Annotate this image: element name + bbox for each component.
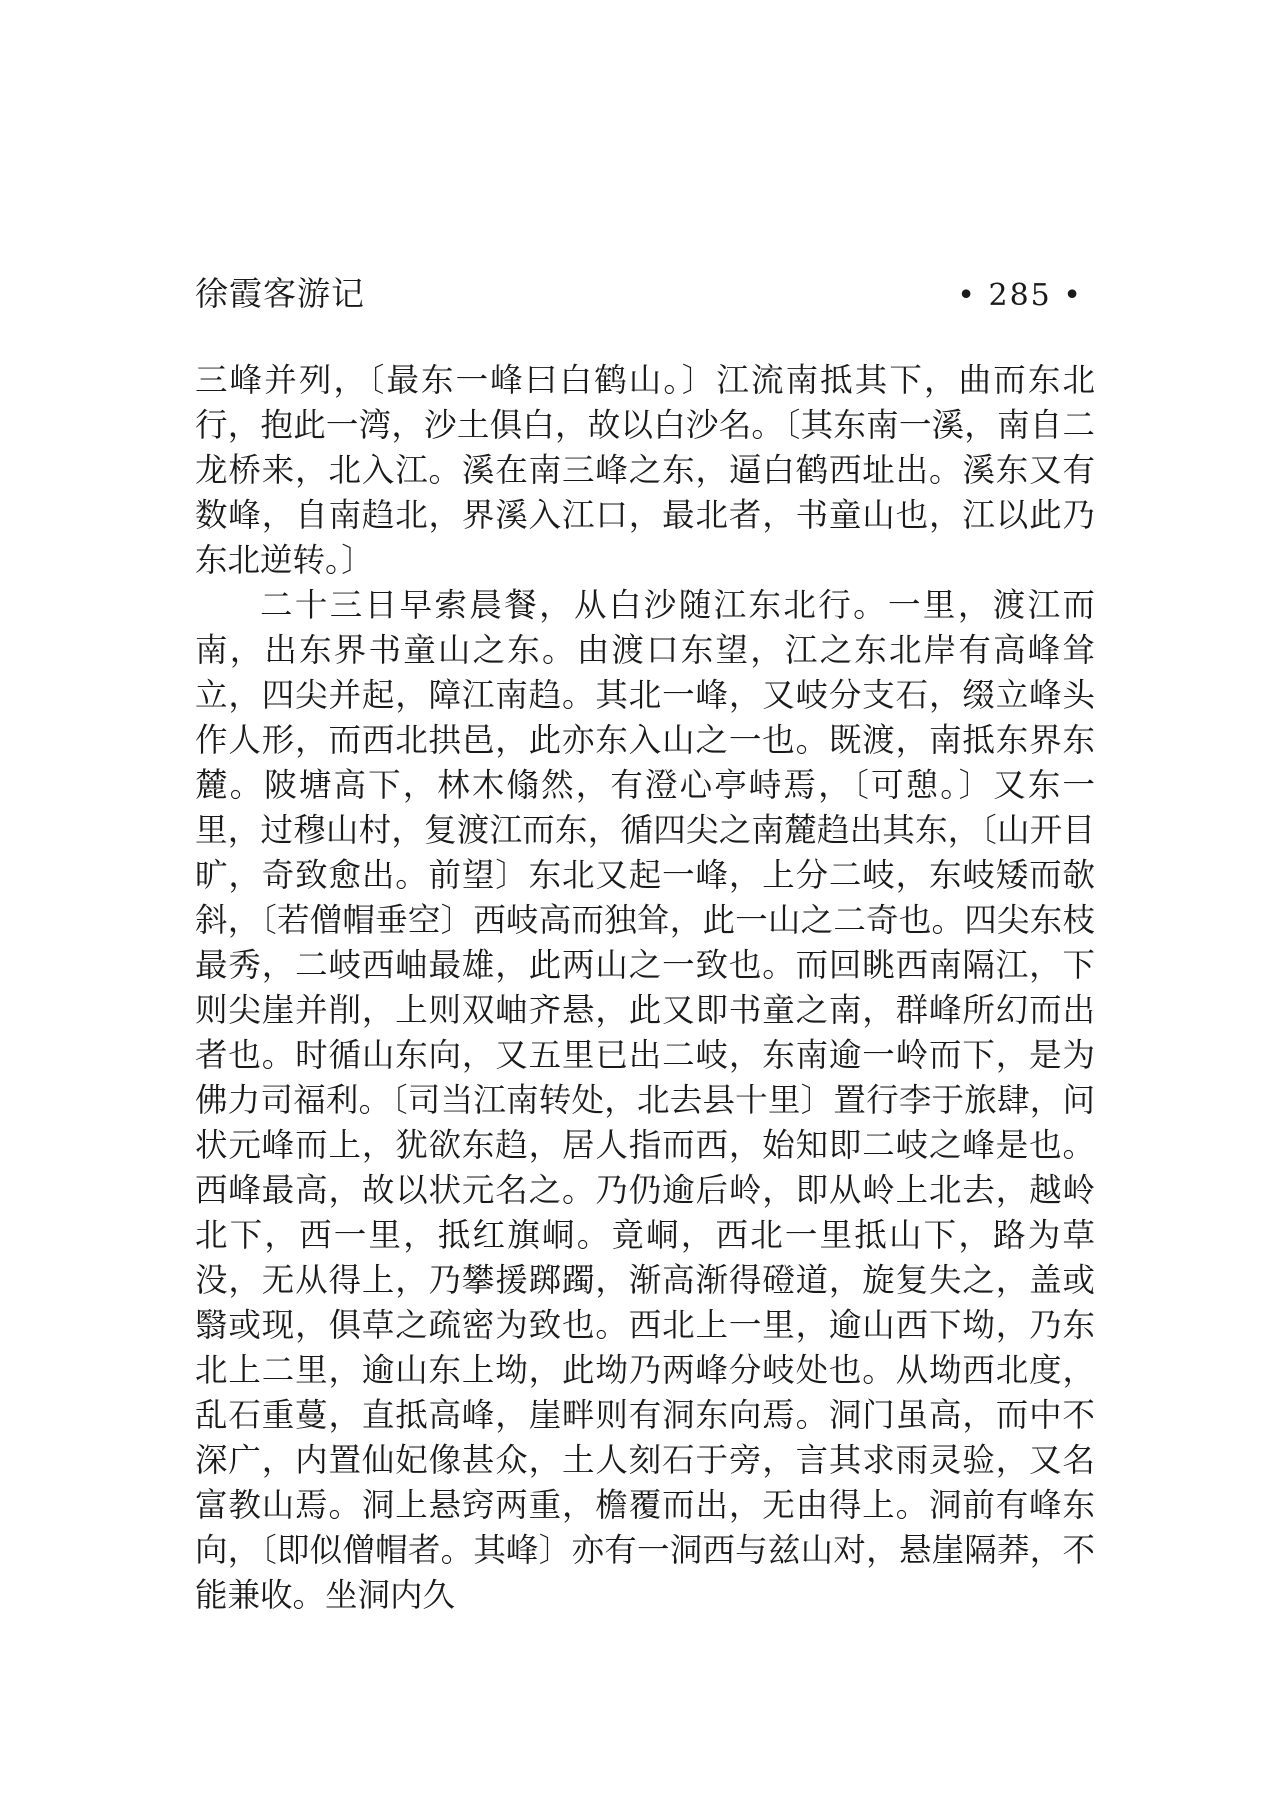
body-text bbox=[195, 358, 1095, 1618]
running-header bbox=[195, 268, 1083, 316]
paragraph: 三峰并列，〔最东一峰曰白鹤山。〕江流南抵其下，曲而东北行，抱此一湾，沙土俱白，故以白沙名。〔其东南一溪，南自二龙桥来，北入江。溪在南三峰之东，逼白鹤西址出。溪东又有数峰，自南趋北，界溪入江口，最北者，书童山也，江以此乃东北逆转。〕 bbox=[195, 361, 1095, 579]
paragraph: 二十三日早索晨餐，从白沙随江东北行。一里，渡江而南，出东界书童山之东。由渡口东望，江之东北岸有高峰耸立，四尖并起，障江南趋。其北一峰，又岐分支石，缀立峰头作人形，而西北拱邑，此亦东入山之一也。既渡，南抵东界东麓。陂塘高下，林木翛然，有澄心亭峙焉，〔可憩。〕又东一里，过穆山村，复渡江而东，循四尖之南麓趋出其东，〔山开目旷，奇致愈出。前望〕东北又起一峰，上分二岐，东岐矮而欹斜，〔若僧帽垂空〕西岐高而独耸，此一山之二奇也。四尖东枝最秀，二岐西岫最雄，此两山之一致也。而回眺西南隔江，下则尖崖并削，上则双岫齐悬，此又即书童之南，群峰所幻而出者也。时循山东向，又五里已出二岐，东南逾一岭而下，是为佛力司福利。〔司当江南转处，北去县十里〕置行李于旅肆，问状元峰而上，犹欲东趋，居人指而西，始知即二岐之峰是也。西峰最高，故以状元名之。乃仍逾后岭，即从岭上北去，越岭北下，西一里，抵红旗峒。竟峒，西北一里抵山下，路为草没，无从得上，乃攀援踯躅，渐高渐得磴道，旋复失之，盖或翳或现，俱草之疏密为致也。西北上一里，逾山西下坳，乃东北上二里，逾山东上坳，此坳乃两峰分岐处也。从坳西北度，乱石重蔓，直抵高峰，崖畔则有洞东向焉。洞门虽高，而中不深广，内置仙妃像甚众，土人刻石于旁，言其求雨灵验，又名富教山焉。洞上悬窍两重，檐覆而出，无由得上。洞前有峰东向，〔即似僧帽者。其峰〕亦有一洞西与兹山对，悬崖隔莽，不能兼收。坐洞内久 bbox=[195, 586, 1095, 1614]
page-number: • 285 • bbox=[957, 278, 1083, 313]
book-title: 徐霞客游记 bbox=[195, 274, 365, 313]
